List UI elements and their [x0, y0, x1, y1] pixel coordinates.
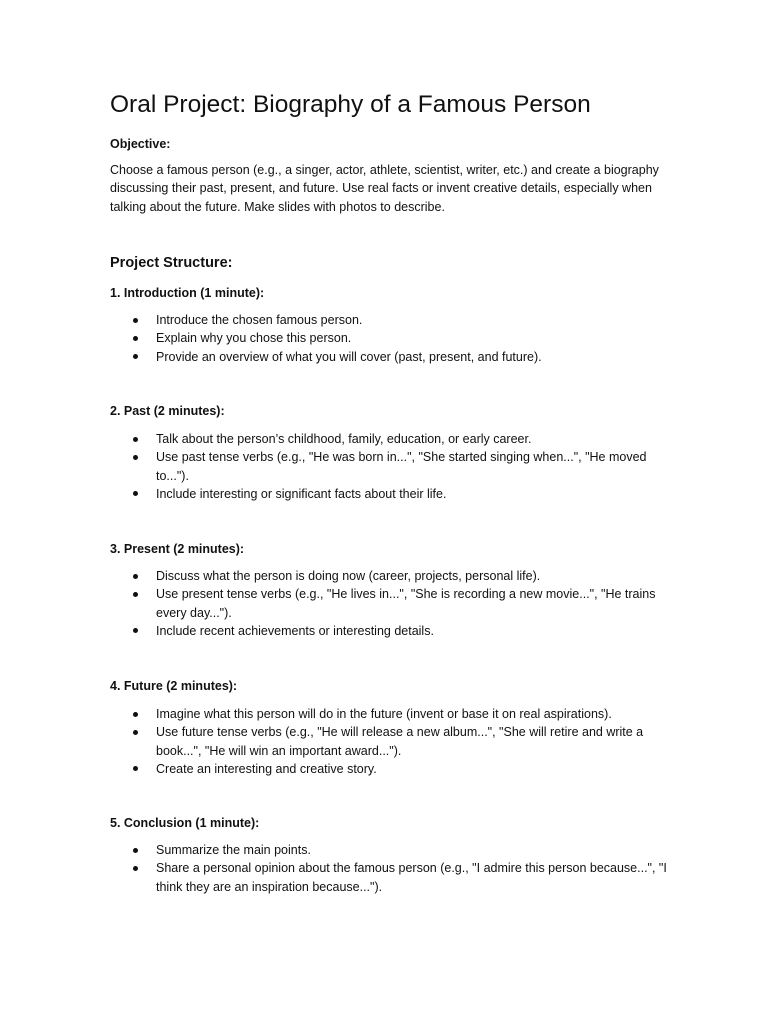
list-item-text: Introduce the chosen famous person. [156, 313, 363, 327]
list-item-text: Use past tense verbs (e.g., "He was born in...", "She started singing when...", "He moved to..."). [156, 450, 647, 483]
list-item [110, 567, 670, 585]
list-item [110, 841, 670, 859]
bullet-icon [133, 437, 138, 442]
list-item [110, 760, 670, 778]
list-item-text: Include interesting or significant facts about their life. [156, 486, 447, 501]
list-item-text: Discuss what the person is doing now (career, projects, personal life). [156, 569, 541, 583]
list-item [110, 430, 670, 448]
list-item-text: Provide an overview of what you will cover (past, present, and future). [156, 349, 542, 364]
section-heading-conclusion: 5. Conclusion (1 minute): [110, 816, 260, 830]
list-item-text: Use future tense verbs (e.g., "He will release a new album...", "She will retire and write a book...", "He will win an important award..."). [156, 725, 644, 758]
bullet-icon [133, 336, 138, 341]
bullet-icon [133, 730, 138, 735]
list-item [110, 311, 670, 329]
section-heading-introduction: 1. Introduction (1 minute): [110, 286, 265, 300]
list-item-text: Create an interesting and creative story. [156, 761, 377, 776]
document-title: Oral Project: Biography of a Famous Person [110, 91, 591, 118]
objective-label: Objective: [110, 137, 171, 151]
list-item-text: Imagine what this person will do in the future (invent or base it on real aspirations). [156, 707, 612, 721]
bullet-icon [133, 866, 138, 871]
objective-text: Choose a famous person (e.g., a singer, actor, athlete, scientist, writer, etc.) and create a biography discussing their past, present, and future. Use real facts or invent creative details, especially when talking about the future. Make slides with photos to describe. [110, 163, 659, 214]
list-item-text: Include recent achievements or interesting details. [156, 623, 434, 638]
bullet-icon [133, 318, 138, 323]
list-item-text: Use present tense verbs (e.g., "He lives in...", "She is recording a new movie...", "He trains every day..."). [156, 587, 656, 620]
section-heading-present: 3. Present (2 minutes): [110, 542, 245, 556]
list-item [110, 723, 670, 760]
section-list-conclusion [110, 841, 670, 896]
list-item [110, 705, 670, 723]
list-item [110, 859, 670, 896]
list-item [110, 622, 670, 640]
list-item [110, 585, 670, 622]
bullet-icon [133, 628, 138, 633]
bullet-icon [133, 766, 138, 771]
project-structure-heading: Project Structure: [110, 255, 233, 271]
list-item [110, 329, 670, 347]
list-item [110, 348, 670, 366]
bullet-icon [133, 712, 138, 717]
bullet-icon [133, 574, 138, 579]
bullet-icon [133, 491, 138, 496]
bullet-icon [133, 455, 138, 460]
bullet-icon [133, 354, 138, 359]
list-item-text: Summarize the main points. [156, 843, 311, 857]
section-list-present [110, 567, 670, 640]
list-item-text: Explain why you chose this person. [156, 331, 352, 346]
list-item [110, 448, 670, 485]
section-heading-past: 2. Past (2 minutes): [110, 404, 225, 418]
section-heading-future: 4. Future (2 minutes): [110, 679, 238, 693]
bullet-icon [133, 848, 138, 853]
section-list-past [110, 430, 670, 503]
list-item-text: Share a personal opinion about the famous person (e.g., "I admire this person because...", "I think they are an inspiration because..."). [156, 861, 667, 894]
list-item [110, 485, 670, 503]
section-list-future [110, 705, 670, 778]
section-list-introduction [110, 311, 670, 366]
bullet-icon [133, 592, 138, 597]
list-item-text: Talk about the person’s childhood, family, education, or early career. [156, 432, 532, 446]
